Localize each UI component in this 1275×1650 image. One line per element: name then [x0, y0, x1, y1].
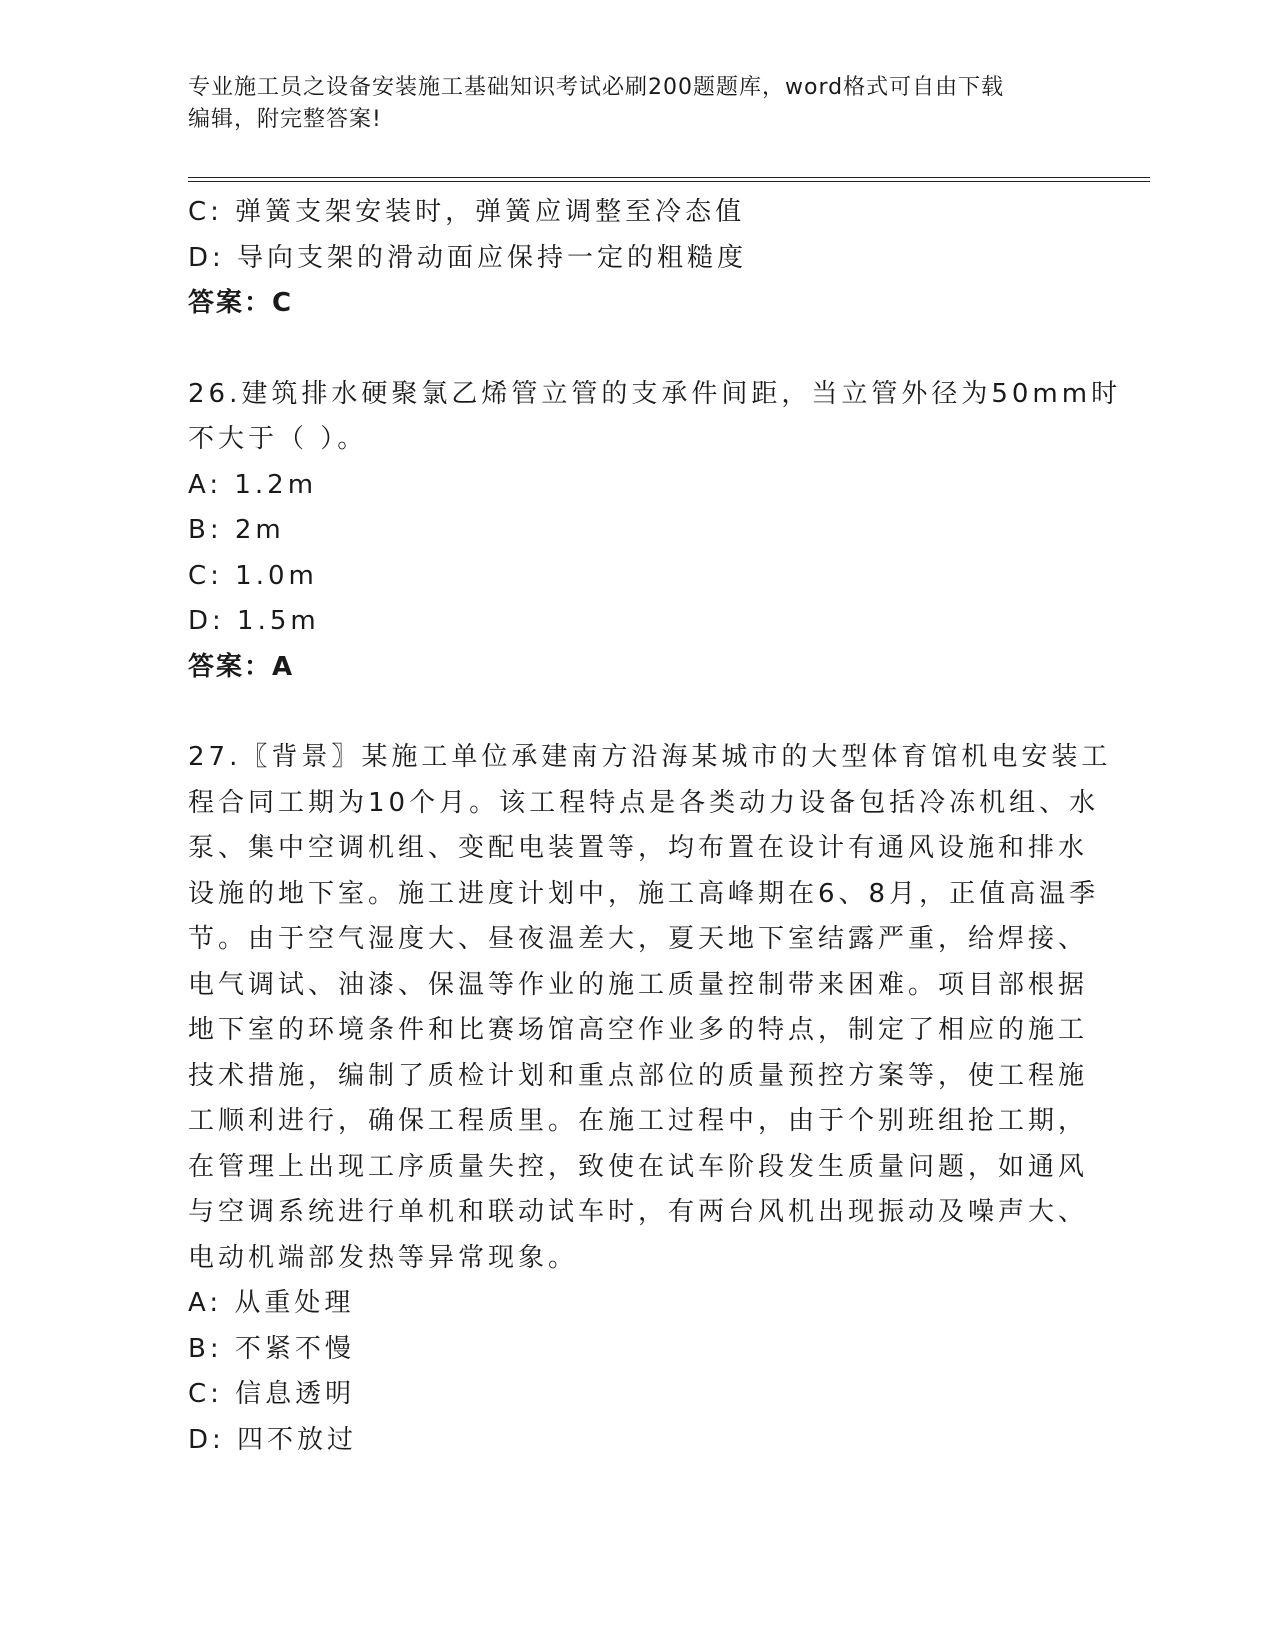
q27-stem-line: 程合同工期为10个月。该工程特点是各类动力设备包括冷冻机组、水: [188, 787, 1100, 818]
q27-stem-line: 27.〖背景〗某施工单位承建南方沿海某城市的大型体育馆机电安装工: [188, 742, 1112, 772]
q26-stem-line-1: 26.建筑排水硬聚氯乙烯管立管的支承件间距，当立管外径为50mm时: [188, 378, 1122, 409]
q27-option-b: B: 不紧不慢: [188, 1333, 355, 1364]
spacer: [188, 690, 1088, 735]
q25-option-d: D: 导向支架的滑动面应保持一定的粗糙度: [188, 242, 748, 273]
spacer: [188, 327, 1088, 372]
q27-stem-line: 工顺利进行，确保工程质里。在施工过程中，由于个别班组抢工期，: [188, 1106, 1089, 1136]
question-26: [188, 372, 1122, 691]
q27-option-c: C: 信息透明: [188, 1379, 356, 1409]
q27-stem-line: 技术措施，编制了质检计划和重点部位的质量预控方案等，使工程施: [188, 1060, 1089, 1091]
q27-option-d: D: 四不放过: [188, 1424, 358, 1455]
q26-option-c: C: 1.0m: [188, 560, 318, 591]
q27-stem-line: 在管理上出现工序质量失控，致使在试车阶段发生质量问题，如通风: [188, 1151, 1089, 1182]
q26-answer: 答案：A: [188, 651, 295, 682]
q27-stem-line: 节。由于空气湿度大、昼夜温差大，夏天地下室结露严重，给焊接、: [188, 924, 1089, 954]
q26-stem-line-2: 不大于（ ）。: [188, 424, 368, 454]
q26-option-d: D: 1.5m: [188, 606, 320, 636]
q25-answer: 答案：C: [188, 288, 294, 318]
q25-option-c: C: 弹簧支架安装时，弹簧应调整至冷态值: [188, 197, 746, 227]
header-title-line-1: 专业施工员之设备安装施工基础知识考试必刷200题题库，word格式可自由下载: [188, 75, 1005, 100]
q26-option-b: B: 2m: [188, 515, 285, 545]
q27-stem-line: 泵、集中空调机组、变配电装置等，均布置在设计有通风设施和排水: [188, 833, 1089, 863]
document-header: [188, 72, 1068, 136]
header-title-line-2: 编辑，附完整答案!: [188, 107, 382, 132]
q27-stem-line: 地下室的环境条件和比赛场馆高空作业多的特点，制定了相应的施工: [188, 1015, 1089, 1045]
question-27: [188, 735, 1112, 1463]
q26-option-a: A: 1.2m: [188, 469, 318, 500]
document-body: [188, 190, 1122, 1463]
q27-stem-line: 与空调系统进行单机和联动试车时，有两台风机出现振动及噪声大、: [188, 1197, 1089, 1227]
q27-stem-line: 设施的地下室。施工进度计划中，施工高峰期在6、8月，正值高温季: [188, 878, 1100, 909]
question-25-tail: [188, 190, 1088, 327]
q27-option-a: A: 从重处理: [188, 1288, 355, 1318]
q27-stem-line: 电气调试、油漆、保温等作业的施工质量控制带来困难。项目部根据: [188, 969, 1089, 1000]
header-divider: [188, 177, 1150, 182]
q27-stem-line: 电动机端部发热等异常现象。: [188, 1242, 579, 1273]
